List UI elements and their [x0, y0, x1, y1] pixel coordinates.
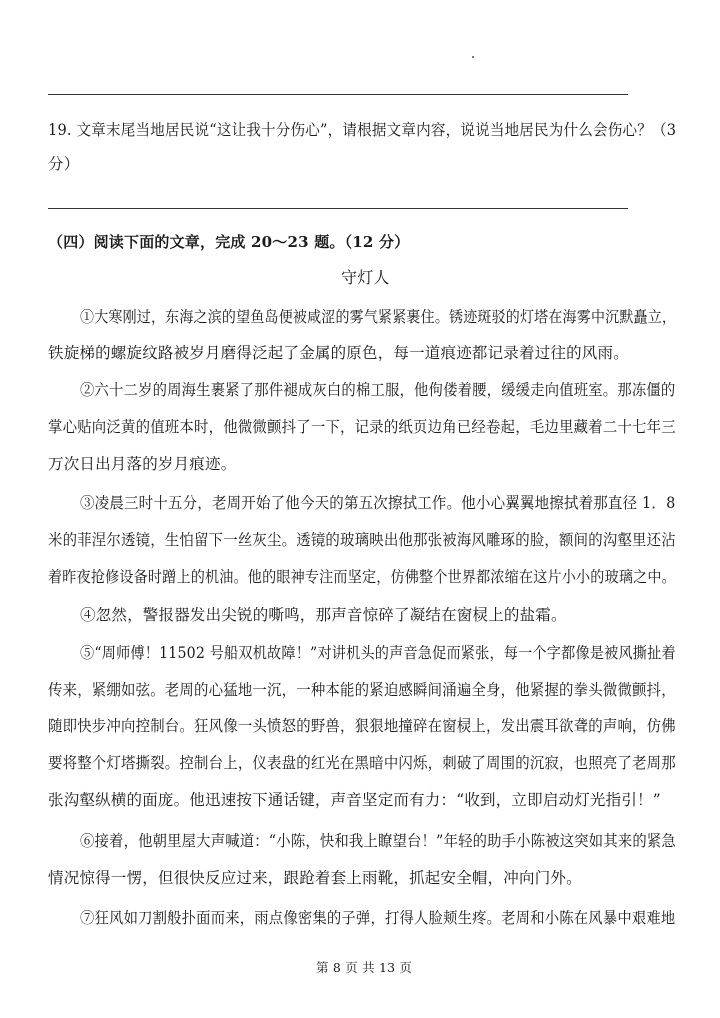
paragraph-2-line-2: 掌心贴向泛黄的值班本时，他微微颤抖了一下，记录的纸页边角已经卷起，毛边里藏着二十七年三 [48, 418, 676, 436]
scan-speck [472, 56, 474, 58]
paragraph-4-line-1: ④忽然，警报器发出尖锐的嘶鸣，那声音惊碎了凝结在窗棂上的盐霜。 [80, 606, 567, 624]
page-footer: 第 8 页 共 13 页 [316, 960, 413, 975]
paragraph-3-line-1: ③凌晨三时十五分，老周开始了他今天的第五次擦拭工作。他小心翼翼地擦拭着那直径 1．8 [80, 494, 676, 512]
paragraph-5-line-4: 要将整个灯塔撕裂。控制台上，仪表盘的红光在黑暗中闪烁，刺破了周围的沉寂，也照亮了老周那 [48, 754, 676, 772]
paragraph-2-line-3: 万次日出月落的岁月痕迹。 [48, 455, 237, 473]
paragraph-6-line-1: ⑥接着，他朝里屋大声喊道：“小陈，快和我上瞭望台！”年轻的助手小陈被这突如其来的紧急 [80, 832, 676, 850]
paragraph-1-line-1: ①大寒刚过，东海之滨的望鱼岛便被咸涩的雾气紧紧裹住。锈迹斑驳的灯塔在海雾中沉默矗立， [80, 308, 677, 326]
paragraph-5-line-2: 传来，紧绷如弦。老周的心猛地一沉，一种本能的紧迫感瞬间涌遍全身，他紧握的拳头微微颤抖， [48, 681, 676, 699]
article-title: 守灯人 [341, 268, 390, 287]
answer-line-top [48, 94, 628, 95]
paragraph-6-line-2: 情况惊得一愣，但很快反应过来，跟跄着套上雨靴，抓起安全帽，冲向门外。 [48, 869, 582, 887]
question-19-line-2: 分） [48, 155, 80, 173]
paragraph-7-line-1: ⑦狂风如刀割般扑面而来，雨点像密集的子弹，打得人脸颊生疼。老周和小陈在风暴中艰难地 [80, 909, 676, 927]
paragraph-3-line-3: 着昨夜抢修设备时蹭上的机油。他的眼神专注而坚定，仿佛整个世界都浓缩在这片小小的玻璃之中。 [48, 568, 676, 586]
paragraph-1-line-2: 铁旋梯的螺旋纹路被岁月磨得泛起了金属的原色，每一道痕迹都记录着过往的风雨。 [48, 344, 629, 362]
paragraph-5-line-5: 张沟壑纵横的面庞。他迅速按下通话键，声音坚定而有力：“收到，立即启动灯光指引！” [48, 791, 661, 809]
answer-line-19 [48, 208, 628, 209]
paragraph-5-line-1: ⑤“周师傅！11502 号船双机故障！”对讲机头的声音急促而紧张，每一个字都像是被风撕扯着 [80, 644, 676, 662]
paragraph-3-line-2: 米的菲涅尔透镜，生怕留下一丝灰尘。透镜的玻璃映出他那张被海风雕琢的脸，额间的沟壑里还沾 [48, 531, 676, 549]
question-19-line-1: 19. 文章末尾当地居民说“这让我十分伤心”，请根据文章内容，说说当地居民为什么会伤心？（3 [48, 121, 677, 139]
section-heading: （四）阅读下面的文章，完成 20～23 题。（12 分） [48, 233, 410, 251]
paragraph-2-line-1: ②六十二岁的周海生裹紧了那件褪成灰白的棉工服，他佝偻着腰，缓缓走向值班室。那冻僵的 [80, 381, 676, 399]
paragraph-5-line-3: 随即快步冲向控制台。狂风像一头愤怒的野兽，狠狠地撞碎在窗棂上，发出震耳欲聋的声响，仿佛 [48, 717, 676, 735]
